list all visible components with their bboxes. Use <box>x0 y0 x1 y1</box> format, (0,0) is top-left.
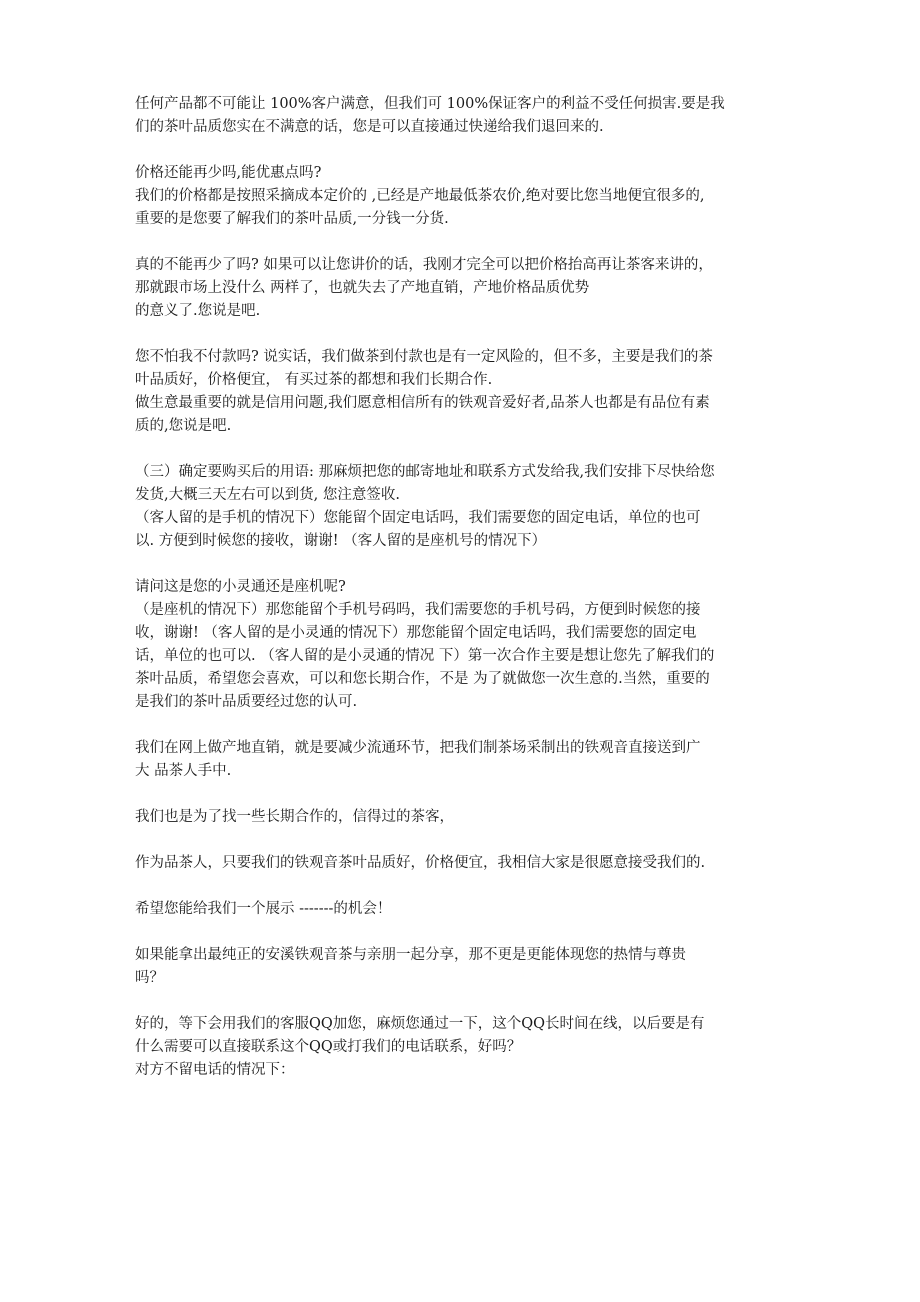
text-line: 我们的价格都是按照采摘成本定价的 ,已经是产地最低茶农价,绝对要比您当地便宜很多的, <box>135 188 705 204</box>
paragraph-no-bargain <box>135 254 795 323</box>
text-line: 请问这是您的小灵通还是座机呢? <box>135 579 346 595</box>
text-line: （客人留的是手机的情况下）您能留个固定电话吗，我们需要您的固定电话，单位的也可 <box>135 510 701 526</box>
text-line: 我们在网上做产地直销，就是要减少流通环节，把我们制茶场采制出的铁观音直接送到广 <box>135 740 701 756</box>
paragraph-phone-type <box>135 576 795 714</box>
paragraph-showcase <box>135 898 795 921</box>
text-line: 重要的是您要了解我们的茶叶品质,一分钱一分货. <box>135 211 449 227</box>
text-line: （是座机的情况下）那您能留个手机号码吗，我们需要您的手机号码，方便到时候您的接 <box>135 602 701 618</box>
paragraph-purchase-confirm <box>135 461 795 553</box>
text-line: 们的茶叶品质您实在不满意的话，您是可以直接通过快递给我们退回来的. <box>135 119 604 135</box>
paragraph-price-discount <box>135 162 795 231</box>
text-line: 发货,大概三天左右可以到货, 您注意签收. <box>135 487 400 503</box>
text-line: 我们也是为了找一些长期合作的，信得过的茶客， <box>135 809 454 825</box>
text-line: 希望您能给我们一个展示 -------的机会！ <box>135 901 392 917</box>
text-line: 茶叶品质，希望您会喜欢，可以和您长期合作，不是 为了就做您一次生意的.当然，重要的 <box>135 671 710 687</box>
text-line: 质的,您说是吧. <box>135 418 232 434</box>
text-line: 的意义了.您说是吧. <box>135 303 261 319</box>
text-line: 吗？ <box>135 970 164 986</box>
paragraph-payment-trust <box>135 346 795 438</box>
text-line: 那就跟市场上没什么 两样了，也就失去了产地直销，产地价格品质优势 <box>135 280 590 296</box>
text-line: 真的不能再少了吗? 如果可以让您讲价的话，我刚才完全可以把价格抬高再让茶客来讲的， <box>135 257 713 273</box>
paragraph-tea-lovers <box>135 852 795 875</box>
text-line: 话，单位的也可以. （客人留的是小灵通的情况 下）第一次合作主要是想让您先了解我们的 <box>135 648 715 664</box>
text-line: 叶品质好，价格便宜， 有买过茶的都想和我们长期合作. <box>135 372 493 388</box>
text-line: 价格还能再少吗,能优惠点吗? <box>135 165 322 181</box>
paragraph-direct-sales <box>135 737 795 783</box>
text-line: 任何产品都不可能让 100%客户满意，但我们可 100%保证客户的利益不受任何损害.要是我 <box>135 96 725 112</box>
text-line: 对方不留电话的情况下： <box>135 1062 295 1078</box>
text-line: （三）确定要购买后的用语: 那麻烦把您的邮寄地址和联系方式发给我,我们安排下尽快给您 <box>135 464 715 480</box>
text-line: 作为品茶人，只要我们的铁观音茶叶品质好，价格便宜，我相信大家是很愿意接受我们的. <box>135 855 706 871</box>
paragraph-satisfaction <box>135 93 795 139</box>
text-line: 好的，等下会用我们的客服QQ加您，麻烦您通过一下，这个QQ长时间在线，以后要是有 <box>135 1016 705 1032</box>
text-line: 是我们的茶叶品质要经过您的认可. <box>135 694 358 710</box>
text-line: 以. 方便到时候您的接收，谢谢! （客人留的是座机号的情况下） <box>135 533 547 549</box>
paragraph-long-term <box>135 806 795 829</box>
text-line: 收，谢谢! （客人留的是小灵通的情况下）那您能留个固定电话吗，我们需要您的固定电 <box>135 625 697 641</box>
text-line: 什么需要可以直接联系这个QQ或打我们的电话联系，好吗？ <box>135 1039 522 1055</box>
text-line: 如果能拿出最纯正的安溪铁观音茶与亲朋一起分享，那不更是更能体现您的热情与尊贵 <box>135 947 686 963</box>
document-body <box>135 93 795 1082</box>
text-line: 您不怕我不付款吗? 说实话，我们做茶到付款也是有一定风险的，但不多，主要是我们的茶 <box>135 349 713 365</box>
text-line: 做生意最重要的就是信用问题,我们愿意相信所有的铁观音爱好者,品茶人也都是有品位有素 <box>135 395 710 411</box>
text-line: 大 品茶人手中. <box>135 763 232 779</box>
paragraph-share <box>135 944 795 990</box>
paragraph-qq-contact <box>135 1013 795 1082</box>
